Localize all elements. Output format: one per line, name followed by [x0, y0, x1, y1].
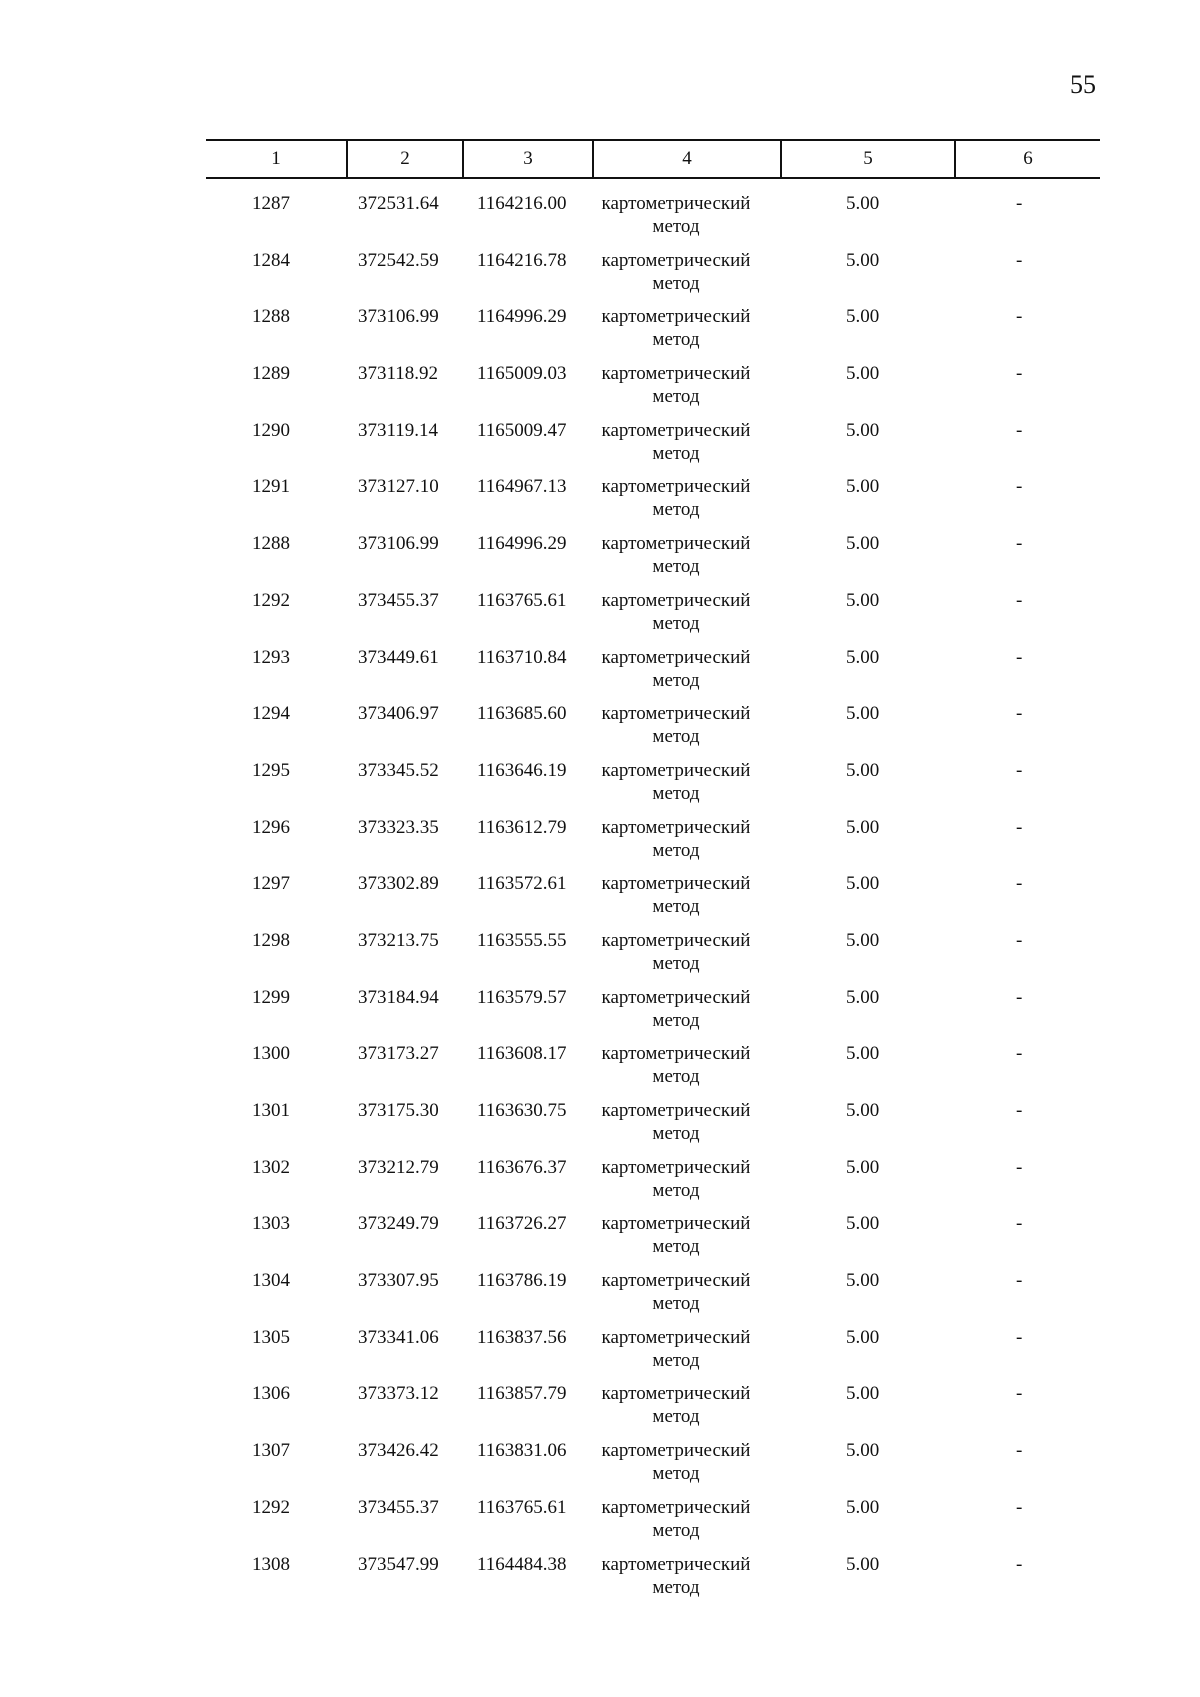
method-line-1: картометрический — [601, 419, 751, 441]
table-row — [206, 986, 1100, 1043]
y-coordinate: 1163646.19 — [477, 759, 567, 781]
method — [596, 872, 756, 918]
table-row — [206, 1156, 1100, 1213]
y-coordinate: 1163710.84 — [477, 646, 567, 668]
method — [596, 589, 756, 635]
y-coordinate: 1163685.60 — [477, 703, 567, 725]
method-line-1: картометрический — [601, 249, 751, 271]
note: - — [1016, 1100, 1023, 1121]
point-number: 1304 — [252, 1270, 290, 1292]
error-value: 5.00 — [846, 986, 880, 1008]
method — [596, 1326, 756, 1372]
method-line-1: картометрический — [601, 1326, 751, 1348]
x-coordinate: 373373.12 — [358, 1383, 439, 1405]
error-value: 5.00 — [846, 419, 880, 441]
method-line-2: метод — [652, 952, 700, 974]
table-row — [206, 1099, 1100, 1156]
method-line-1: картометрический — [601, 1440, 751, 1462]
page-number: 55 — [1070, 70, 1096, 99]
method-line-2: метод — [652, 1123, 700, 1144]
point-number: 1300 — [252, 1043, 290, 1065]
note: - — [1016, 759, 1023, 781]
error-value: 5.00 — [846, 1270, 880, 1292]
method-line-2: метод — [652, 896, 700, 918]
x-coordinate: 373184.94 — [358, 986, 439, 1008]
y-coordinate: 1164967.13 — [477, 476, 567, 498]
point-number: 1289 — [252, 363, 290, 385]
point-number: 1297 — [252, 873, 290, 895]
x-coordinate: 373547.99 — [358, 1553, 439, 1575]
table-row — [206, 816, 1100, 873]
point-number: 1307 — [252, 1440, 290, 1462]
method-line-1: картометрический — [601, 929, 751, 951]
point-number: 1308 — [252, 1553, 290, 1575]
error-value: 5.00 — [846, 1383, 880, 1405]
point-number: 1292 — [252, 589, 290, 611]
note: - — [1016, 986, 1023, 1008]
table-row — [206, 192, 1100, 249]
table-row — [206, 305, 1100, 362]
error-value: 5.00 — [846, 1213, 880, 1235]
method — [596, 305, 756, 351]
note: - — [1016, 646, 1023, 668]
x-coordinate: 373345.52 — [358, 759, 439, 781]
method-line-2: метод — [652, 1349, 700, 1371]
table-body — [206, 192, 1100, 1609]
note: - — [1016, 1496, 1023, 1518]
method-line-2: метод — [652, 1009, 700, 1031]
table-row — [206, 362, 1100, 419]
method-line-1: картометрический — [601, 1383, 751, 1405]
method — [596, 192, 756, 238]
method-line-1: картометрический — [601, 646, 751, 668]
y-coordinate: 1164216.78 — [477, 249, 567, 271]
note: - — [1016, 249, 1023, 271]
x-coordinate: 373106.99 — [358, 533, 439, 555]
method — [596, 759, 756, 805]
y-coordinate: 1163765.61 — [477, 589, 567, 611]
method-line-2: метод — [652, 782, 700, 804]
table-row — [206, 589, 1100, 646]
column-header-3: 3 — [523, 148, 533, 169]
x-coordinate: 373249.79 — [358, 1213, 439, 1235]
method-line-1: картометрический — [601, 533, 751, 555]
x-coordinate: 373173.27 — [358, 1043, 439, 1065]
note: - — [1016, 533, 1023, 555]
note: - — [1016, 589, 1023, 611]
error-value: 5.00 — [846, 1553, 880, 1575]
method-line-2: метод — [652, 1179, 700, 1201]
method — [596, 475, 756, 521]
error-value: 5.00 — [846, 363, 880, 385]
x-coordinate: 373119.14 — [358, 419, 439, 441]
error-value: 5.00 — [846, 1043, 880, 1065]
x-coordinate: 373323.35 — [358, 816, 439, 838]
y-coordinate: 1163831.06 — [477, 1440, 567, 1462]
error-value: 5.00 — [846, 873, 880, 895]
x-coordinate: 373127.10 — [358, 476, 439, 498]
point-number: 1287 — [252, 193, 290, 214]
method-line-1: картометрический — [601, 1496, 751, 1518]
x-coordinate: 373118.92 — [358, 363, 439, 385]
method-line-2: метод — [652, 1463, 700, 1485]
table-row — [206, 532, 1100, 589]
y-coordinate: 1165009.47 — [477, 419, 567, 441]
table-row — [206, 929, 1100, 986]
method-line-1: картометрический — [601, 986, 751, 1008]
note: - — [1016, 1043, 1023, 1065]
note: - — [1016, 1213, 1023, 1235]
x-coordinate: 373406.97 — [358, 703, 439, 725]
note: - — [1016, 1383, 1023, 1405]
method-line-2: метод — [652, 1293, 700, 1315]
error-value: 5.00 — [846, 476, 880, 498]
y-coordinate: 1165009.03 — [477, 363, 567, 385]
method-line-2: метод — [652, 726, 700, 748]
note: - — [1016, 476, 1023, 498]
column-header-6: 6 — [1023, 148, 1033, 169]
method — [596, 1099, 756, 1145]
method-line-2: метод — [652, 1066, 700, 1088]
table-row — [206, 1382, 1100, 1439]
note: - — [1016, 873, 1023, 895]
table-row — [206, 419, 1100, 476]
point-number: 1284 — [252, 249, 290, 271]
method-line-2: метод — [652, 556, 700, 578]
x-coordinate: 372531.64 — [358, 193, 439, 214]
method — [596, 532, 756, 578]
note: - — [1016, 1156, 1023, 1178]
error-value: 5.00 — [846, 1100, 880, 1121]
note: - — [1016, 1326, 1023, 1348]
table-row — [206, 1326, 1100, 1383]
point-number: 1306 — [252, 1383, 290, 1405]
method — [596, 1553, 756, 1599]
point-number: 1303 — [252, 1213, 290, 1235]
point-number: 1298 — [252, 929, 290, 951]
method — [596, 1156, 756, 1202]
column-header-1: 1 — [271, 148, 281, 169]
method-line-2: метод — [652, 612, 700, 634]
method-line-1: картометрический — [601, 1270, 751, 1292]
error-value: 5.00 — [846, 646, 880, 668]
x-coordinate: 372542.59 — [358, 249, 439, 271]
method-line-1: картометрический — [601, 873, 751, 895]
table-row — [206, 475, 1100, 532]
method-line-2: метод — [652, 1236, 700, 1258]
point-number: 1295 — [252, 759, 290, 781]
x-coordinate: 373426.42 — [358, 1440, 439, 1462]
error-value: 5.00 — [846, 816, 880, 838]
table-row — [206, 702, 1100, 759]
note: - — [1016, 419, 1023, 441]
method — [596, 362, 756, 408]
table-header — [206, 139, 1100, 179]
method-line-2: метод — [652, 1576, 700, 1598]
method — [596, 1496, 756, 1542]
note: - — [1016, 1553, 1023, 1575]
error-value: 5.00 — [846, 1326, 880, 1348]
error-value: 5.00 — [846, 703, 880, 725]
y-coordinate: 1163726.27 — [477, 1213, 567, 1235]
table-row — [206, 1553, 1100, 1610]
x-coordinate: 373212.79 — [358, 1156, 439, 1178]
method — [596, 1439, 756, 1485]
method-line-1: картометрический — [601, 306, 751, 328]
note: - — [1016, 1270, 1023, 1292]
method-line-1: картометрический — [601, 1100, 751, 1121]
column-header-2: 2 — [400, 148, 410, 169]
error-value: 5.00 — [846, 193, 880, 214]
method-line-2: метод — [652, 669, 700, 691]
y-coordinate: 1163857.79 — [477, 1383, 567, 1405]
x-coordinate: 373213.75 — [358, 929, 439, 951]
x-coordinate: 373449.61 — [358, 646, 439, 668]
point-number: 1288 — [252, 306, 290, 328]
point-number: 1296 — [252, 816, 290, 838]
point-number: 1301 — [252, 1100, 290, 1121]
point-number: 1291 — [252, 476, 290, 498]
note: - — [1016, 363, 1023, 385]
method — [596, 702, 756, 748]
method-line-2: метод — [652, 1406, 700, 1428]
method-line-1: картометрический — [601, 1156, 751, 1178]
method-line-1: картометрический — [601, 759, 751, 781]
method-line-2: метод — [652, 1519, 700, 1541]
point-number: 1299 — [252, 986, 290, 1008]
y-coordinate: 1164996.29 — [477, 306, 567, 328]
method-line-2: метод — [652, 329, 700, 351]
error-value: 5.00 — [846, 533, 880, 555]
method-line-2: метод — [652, 386, 700, 408]
table-row — [206, 1212, 1100, 1269]
method-line-1: картометрический — [601, 193, 751, 214]
method — [596, 816, 756, 862]
point-number: 1292 — [252, 1496, 290, 1518]
method-line-1: картометрический — [601, 1553, 751, 1575]
y-coordinate: 1163579.57 — [477, 986, 567, 1008]
method-line-1: картометрический — [601, 1043, 751, 1065]
method-line-1: картометрический — [601, 1213, 751, 1235]
table-row — [206, 1439, 1100, 1496]
method-line-2: метод — [652, 272, 700, 294]
table-row — [206, 1496, 1100, 1553]
column-header-4: 4 — [682, 148, 692, 169]
table-row — [206, 759, 1100, 816]
column-header-5: 5 — [863, 148, 873, 169]
note: - — [1016, 193, 1023, 214]
table-row — [206, 872, 1100, 929]
note: - — [1016, 306, 1023, 328]
y-coordinate: 1164996.29 — [477, 533, 567, 555]
method — [596, 986, 756, 1032]
x-coordinate: 373106.99 — [358, 306, 439, 328]
point-number: 1288 — [252, 533, 290, 555]
y-coordinate: 1164484.38 — [477, 1553, 567, 1575]
point-number: 1294 — [252, 703, 290, 725]
method-line-2: метод — [652, 499, 700, 521]
error-value: 5.00 — [846, 929, 880, 951]
note: - — [1016, 929, 1023, 951]
error-value: 5.00 — [846, 759, 880, 781]
table-row — [206, 646, 1100, 703]
point-number: 1290 — [252, 419, 290, 441]
method-line-1: картометрический — [601, 816, 751, 838]
method — [596, 1042, 756, 1088]
method — [596, 646, 756, 692]
error-value: 5.00 — [846, 1496, 880, 1518]
note: - — [1016, 1440, 1023, 1462]
y-coordinate: 1163676.37 — [477, 1156, 567, 1178]
y-coordinate: 1163555.55 — [477, 929, 567, 951]
method-line-1: картометрический — [601, 703, 751, 725]
method-line-1: картометрический — [601, 589, 751, 611]
error-value: 5.00 — [846, 1156, 880, 1178]
method — [596, 1269, 756, 1315]
y-coordinate: 1164216.00 — [477, 193, 567, 214]
table-row — [206, 249, 1100, 306]
method-line-2: метод — [652, 839, 700, 861]
method-line-1: картометрический — [601, 363, 751, 385]
y-coordinate: 1163765.61 — [477, 1496, 567, 1518]
x-coordinate: 373175.30 — [358, 1100, 439, 1121]
method — [596, 1382, 756, 1428]
y-coordinate: 1163837.56 — [477, 1326, 567, 1348]
error-value: 5.00 — [846, 1440, 880, 1462]
table-row — [206, 1269, 1100, 1326]
method — [596, 249, 756, 295]
x-coordinate: 373341.06 — [358, 1326, 439, 1348]
method — [596, 419, 756, 465]
method-line-1: картометрический — [601, 476, 751, 498]
y-coordinate: 1163612.79 — [477, 816, 567, 838]
point-number: 1302 — [252, 1156, 290, 1178]
y-coordinate: 1163572.61 — [477, 873, 567, 895]
method-line-2: метод — [652, 216, 700, 237]
note: - — [1016, 703, 1023, 725]
x-coordinate: 373307.95 — [358, 1270, 439, 1292]
error-value: 5.00 — [846, 589, 880, 611]
note: - — [1016, 816, 1023, 838]
method-line-2: метод — [652, 442, 700, 464]
error-value: 5.00 — [846, 306, 880, 328]
point-number: 1293 — [252, 646, 290, 668]
point-number: 1305 — [252, 1326, 290, 1348]
x-coordinate: 373455.37 — [358, 1496, 439, 1518]
table-row — [206, 1042, 1100, 1099]
y-coordinate: 1163786.19 — [477, 1270, 567, 1292]
y-coordinate: 1163630.75 — [477, 1100, 567, 1121]
error-value: 5.00 — [846, 249, 880, 271]
y-coordinate: 1163608.17 — [477, 1043, 567, 1065]
method — [596, 1212, 756, 1258]
x-coordinate: 373455.37 — [358, 589, 439, 611]
x-coordinate: 373302.89 — [358, 873, 439, 895]
method — [596, 929, 756, 975]
